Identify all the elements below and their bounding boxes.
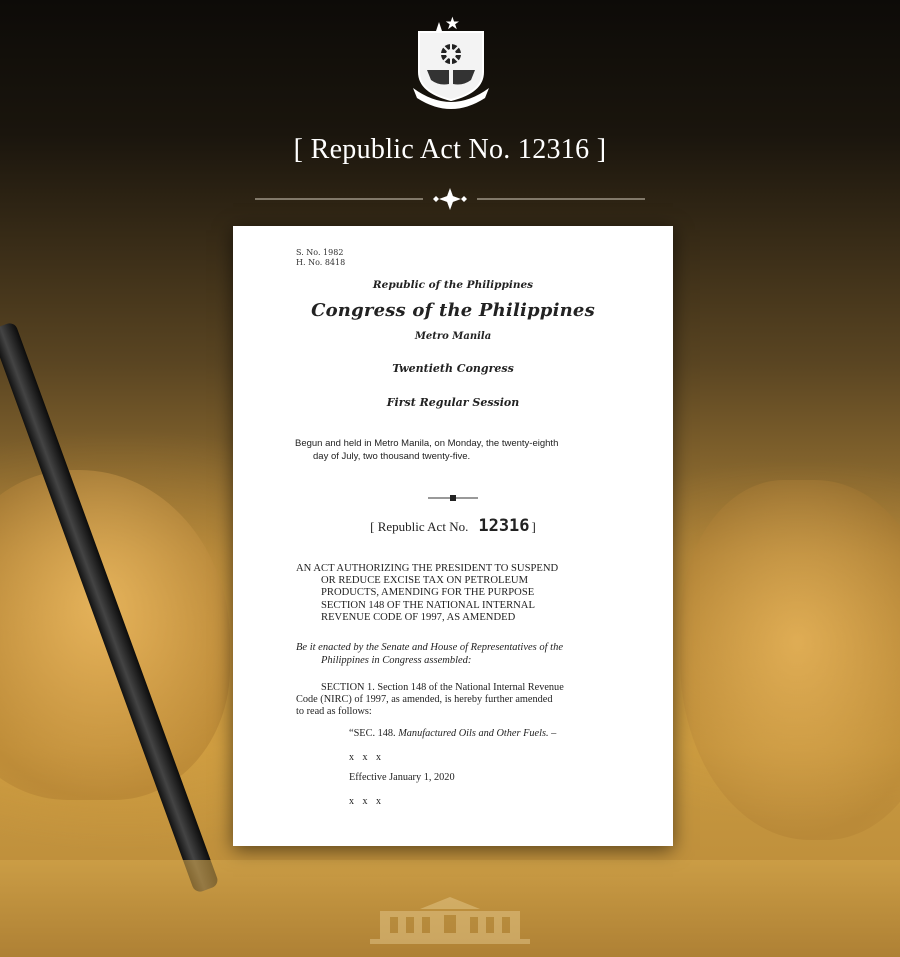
senate-bill-number: S. No. 1982 (296, 248, 344, 257)
republic-act-document (233, 226, 673, 846)
page-title: [ Republic Act No. 12316 ] (293, 134, 607, 165)
act-title-line: SECTION 148 OF THE NATIONAL INTERNAL (321, 599, 535, 611)
congress-number-heading: Twentieth Congress (392, 362, 514, 375)
ra-number: 12316 (478, 516, 530, 536)
bill-numbers (296, 248, 345, 268)
effective-date: Effective January 1, 2020 (349, 772, 455, 783)
begun-statement (295, 437, 640, 463)
act-title-line: PRODUCTS, AMENDING FOR THE PURPOSE (321, 587, 535, 599)
ra-close: ] (531, 519, 536, 534)
philippine-seal-icon (405, 14, 497, 114)
section-1-line-3: to read as follows: (296, 706, 372, 717)
ornamental-divider (255, 186, 645, 212)
act-title (296, 563, 616, 624)
republic-heading: Republic of the Philippines (372, 279, 534, 291)
act-title-line: AN ACT AUTHORIZING THE PRESIDENT TO SUSPEND (296, 563, 559, 574)
act-title-line: REVENUE CODE OF 1997, AS AMENDED (321, 611, 516, 623)
begun-line-2: day of July, two thousand twenty-five. (313, 451, 471, 462)
session-heading: First Regular Session (386, 396, 520, 409)
document-divider (428, 488, 478, 498)
congress-heading: Congress of the Philippines (311, 300, 595, 321)
begun-line-1: Begun and held in Metro Manila, on Monday, the twenty-eighth (295, 438, 559, 449)
enact-line-1: Be it enacted by the Senate and House of Representatives of the (296, 642, 563, 653)
section-148-heading (349, 728, 649, 739)
malacanang-palace-logo-icon (360, 893, 540, 947)
background-hand-right (680, 480, 900, 840)
section-1-line-1: SECTION 1. Section 148 of the National Internal Revenue (321, 682, 564, 693)
section-1 (296, 682, 616, 718)
house-bill-number: H. No. 8418 (296, 258, 346, 267)
location-heading: Metro Manila (414, 331, 492, 342)
sec148-title: Manufactured Oils and Other Fuels. – (398, 728, 557, 739)
republic-act-heading (233, 516, 673, 536)
omission-marker: x x x (349, 796, 384, 807)
sec148-prefix: “SEC. 148. (349, 728, 396, 739)
enact-line-2: Philippines in Congress assembled: (321, 654, 472, 666)
act-title-line: OR REDUCE EXCISE TAX ON PETROLEUM (321, 575, 529, 587)
ra-label: [ Republic Act No. (370, 519, 469, 534)
section-1-line-2: Code (NIRC) of 1997, as amended, is hereby further amended (296, 694, 553, 705)
omission-marker: x x x (349, 752, 384, 763)
enacting-clause (296, 642, 616, 667)
